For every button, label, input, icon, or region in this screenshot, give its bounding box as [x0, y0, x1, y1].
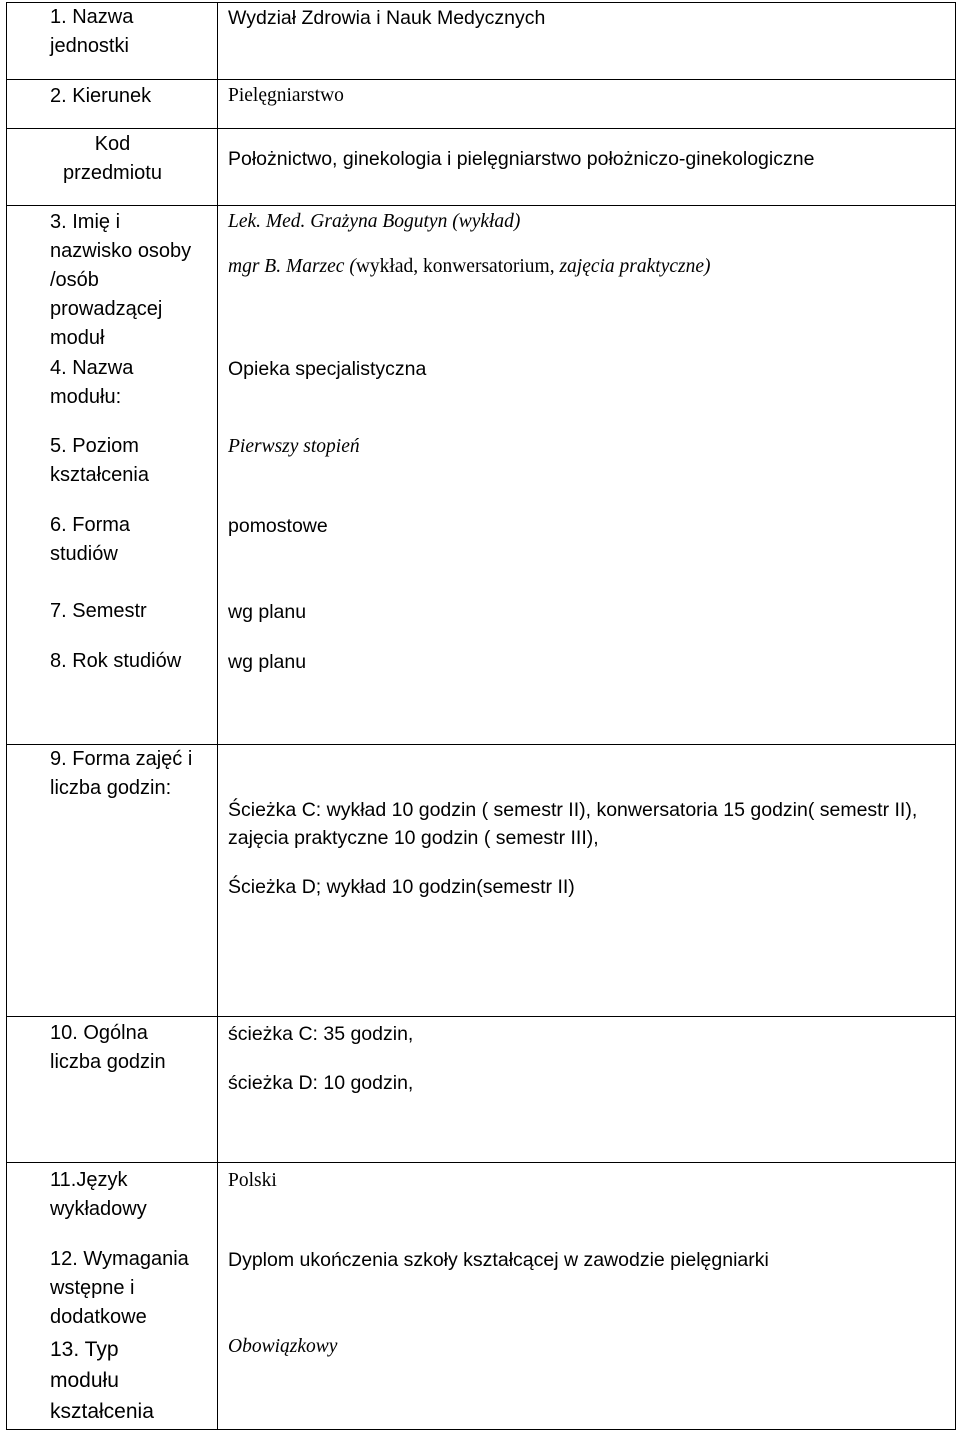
kod-label: Kod przedmiotu: [63, 133, 162, 184]
row-3-label: 3. Imię i nazwisko osoby /osób prowadzącej moduł: [50, 211, 192, 349]
row-border: [6, 1162, 956, 1163]
row-border: [6, 1016, 956, 1017]
row-3-line-2: [228, 253, 948, 281]
row-12-label: 12. Wymagania wstępne i dodatkowe: [50, 1248, 189, 1328]
row-2-value: Pielęgniarstwo: [228, 85, 344, 106]
row-4-label: 4. Nazwa modułu:: [50, 357, 134, 408]
row-border: [6, 79, 956, 80]
row-10-label: 10. Ogólna liczba godzin: [50, 1022, 166, 1073]
row-3-line-2-wyklad: wykład: [355, 256, 414, 277]
row-10-line-2: ścieżka D: 10 godzin,: [228, 1072, 414, 1094]
column-divider: [217, 2, 218, 1430]
row-3-line-2-suffix: zajęcia praktyczne): [559, 256, 711, 277]
row-11-value: Polski: [228, 1170, 277, 1191]
row-8-label: 8. Rok studiów: [50, 650, 182, 672]
row-7-label: 7. Semestr: [50, 600, 147, 622]
row-10-line-1: ścieżka C: 35 godzin,: [228, 1023, 414, 1045]
row-9-line-1: Ścieżka C: wykład 10 godzin ( semestr II), konwersatoria 15 godzin( semestr II), zajęcia praktyczne 10 godzin ( semestr III),: [228, 799, 918, 849]
row-8-value: wg planu: [228, 651, 307, 673]
row-3-line-1: Lek. Med. Grażyna Bogutyn (wykład): [228, 211, 521, 232]
row-3-line-2-mid: , konwersatorium,: [413, 256, 560, 277]
row-4-value: Opieka specjalistyczna: [228, 358, 427, 380]
row-11-label: 11.Język wykładowy: [50, 1169, 147, 1220]
row-2-label: 2. Kierunek: [50, 85, 152, 107]
row-9-label: 9. Forma zajęć i liczba godzin:: [50, 748, 193, 799]
row-border: [6, 205, 956, 206]
row-6-value: pomostowe: [228, 515, 328, 537]
row-5-label: 5. Poziom kształcenia: [50, 435, 149, 486]
row-1-label: 1. Nazwa jednostki: [50, 6, 134, 57]
row-9-line-2: Ścieżka D; wykład 10 godzin(semestr II): [228, 876, 575, 898]
row-3-line-2-prefix: mgr B. Marzec (: [228, 256, 356, 277]
row-border: [6, 128, 956, 129]
row-6-label: 6. Forma studiów: [50, 514, 131, 565]
row-13-value: Obowiązkowy: [228, 1336, 338, 1357]
row-1-value: Wydział Zdrowia i Nauk Medycznych: [228, 7, 546, 29]
row-12-value: Dyplom ukończenia szkoły kształcącej w zawodzie pielęgniarki: [228, 1249, 769, 1271]
row-13-label: 13. Typ modułu kształcenia: [50, 1338, 154, 1423]
row-5-value: Pierwszy stopień: [228, 436, 360, 457]
kod-value: Położnictwo, ginekologia i pielęgniarstwo położniczo-ginekologiczne: [228, 148, 815, 170]
row-7-value: wg planu: [228, 601, 307, 623]
